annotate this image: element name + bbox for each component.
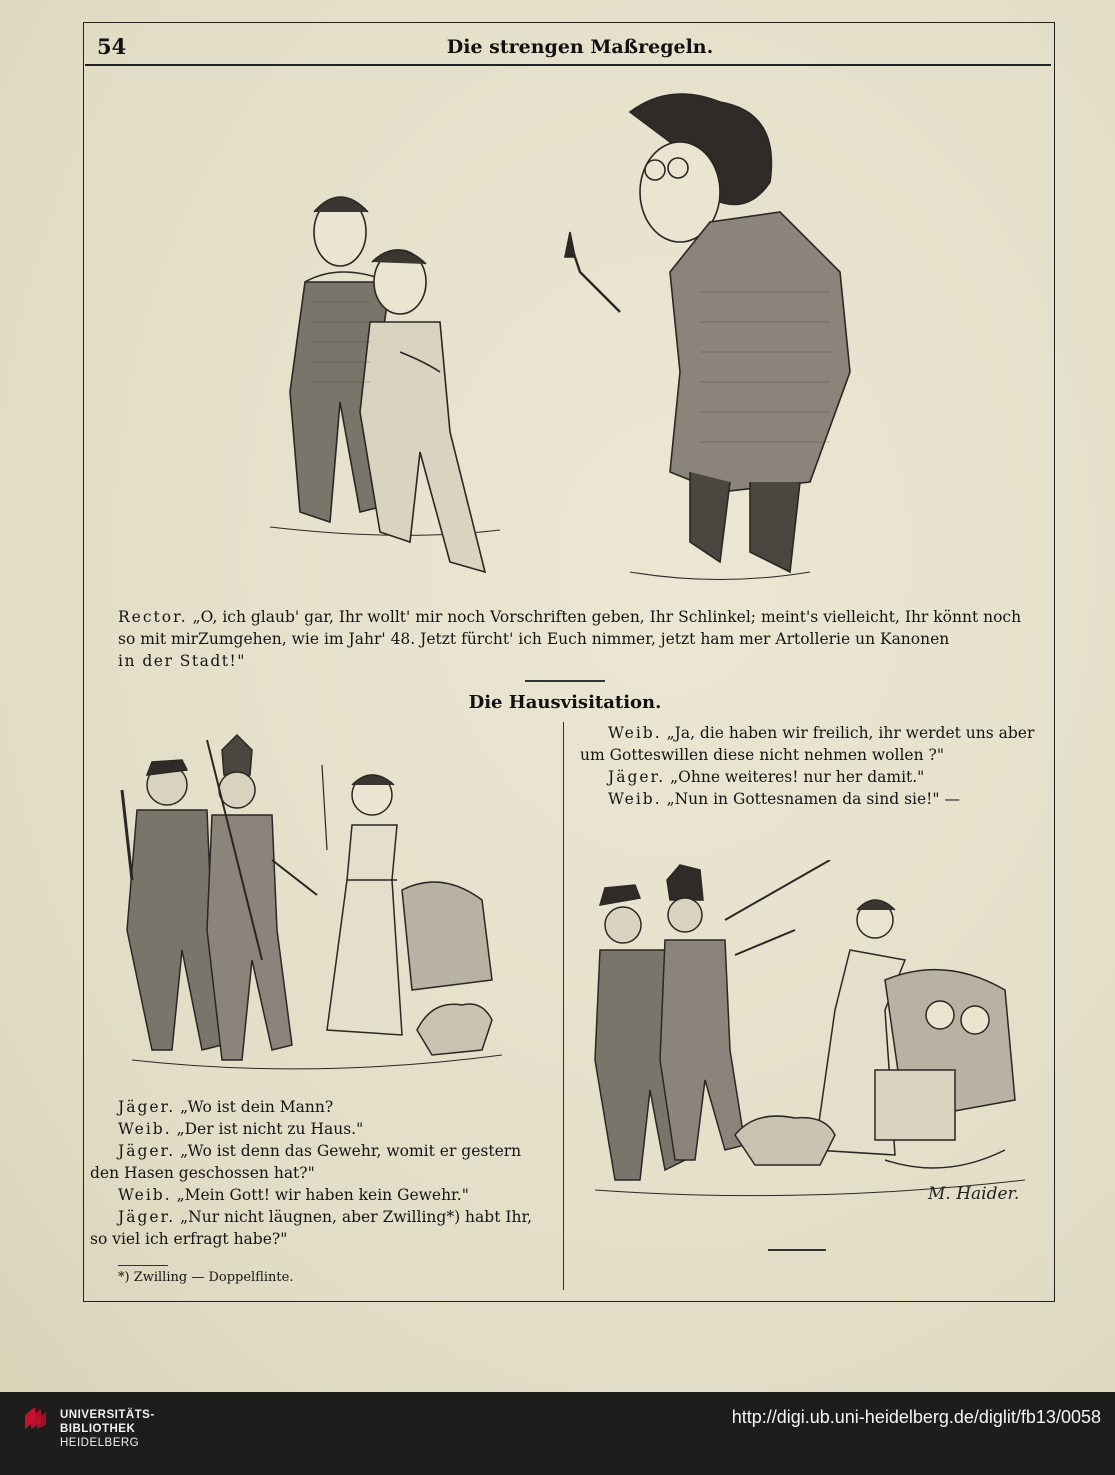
- dialog-text: „Wo ist denn das Gewehr, womit er gestern: [180, 1142, 522, 1160]
- speaker-weib: Weib.: [608, 724, 662, 742]
- library-name: [60, 1408, 155, 1450]
- section-divider: [525, 680, 605, 682]
- dialog-text: so viel ich erfragt habe?": [90, 1230, 288, 1248]
- speaker-weib: Weib.: [608, 790, 662, 808]
- dialog-text: um Gotteswillen diese nicht nehmen wollen ?": [580, 746, 944, 764]
- section-title: Die Hausvisitation.: [468, 692, 662, 713]
- dialog-text: „Ja, die haben wir freilich, ihr werdet uns aber: [666, 724, 1035, 742]
- speaker-weib: Weib.: [118, 1120, 172, 1138]
- dialog-text: „Nur nicht läugnen, aber Zwilling*) habt Ihr,: [180, 1208, 533, 1226]
- speaker-jaeger: Jäger.: [118, 1142, 176, 1160]
- speaker-rector: Rector.: [118, 608, 188, 626]
- footnote-rule: [118, 1265, 168, 1266]
- end-rule: [768, 1249, 826, 1251]
- caption-line: in der Stadt!": [118, 652, 246, 670]
- library-name-line: BIBLIOTHEK: [60, 1423, 136, 1435]
- twins-cradle-drawing: [585, 860, 1035, 1220]
- library-logo-icon: [22, 1405, 48, 1431]
- speaker-weib: Weib.: [118, 1186, 172, 1204]
- footnote: *) Zwilling — Doppelflinte.: [118, 1270, 294, 1285]
- rector-students-drawing: [250, 72, 890, 600]
- dialog-text: „Ohne weiteres! nur her damit.": [670, 768, 925, 786]
- dialog-text: „Nun in Gottesnamen da sind sie!" —: [666, 790, 960, 808]
- caption-line: so mit mirZumgehen, wie im Jahr' 48. Jetzt fürcht' ich Euch nimmer, jetzt ham mer Artollerie un Kanonen: [118, 630, 950, 648]
- column-divider: [563, 722, 564, 1290]
- left-dialog: [90, 1096, 552, 1250]
- right-dialog: [580, 722, 1040, 810]
- rector-caption: [118, 606, 1036, 672]
- speaker-jaeger: Jäger.: [608, 768, 666, 786]
- dialog-text: „Mein Gott! wir haben kein Gewehr.": [176, 1186, 469, 1204]
- library-name-line: UNIVERSITÄTS-: [60, 1409, 155, 1421]
- caption-line: „O, ich glaub' gar, Ihr wollt' mir noch Vorschriften geben, Ihr Schlinkel; meint's vielleicht, Ihr könnt noch: [192, 608, 1022, 626]
- hunters-woman-drawing: [112, 730, 512, 1090]
- illustration-twins-cradle: [585, 860, 1035, 1220]
- artist-signature: M. Haider.: [928, 1184, 1020, 1204]
- dialog-text: den Hasen geschossen hat?": [90, 1164, 315, 1182]
- permalink-url[interactable]: http://digi.ub.uni-heidelberg.de/diglit/fb13/0058: [731, 1407, 1101, 1427]
- library-name-line: HEIDELBERG: [60, 1437, 140, 1449]
- footer-bar: [0, 1392, 1115, 1475]
- dialog-text: „Wo ist dein Mann?: [180, 1098, 334, 1116]
- page-title: Die strengen Maßregeln.: [446, 36, 714, 58]
- illustration-hunters-woman: [112, 730, 512, 1090]
- illustration-rector-students: [250, 72, 890, 600]
- speaker-jaeger: Jäger.: [118, 1208, 176, 1226]
- page-number: 54: [97, 34, 127, 59]
- title-rule: [85, 64, 1051, 66]
- speaker-jaeger: Jäger.: [118, 1098, 176, 1116]
- dialog-text: „Der ist nicht zu Haus.": [176, 1120, 364, 1138]
